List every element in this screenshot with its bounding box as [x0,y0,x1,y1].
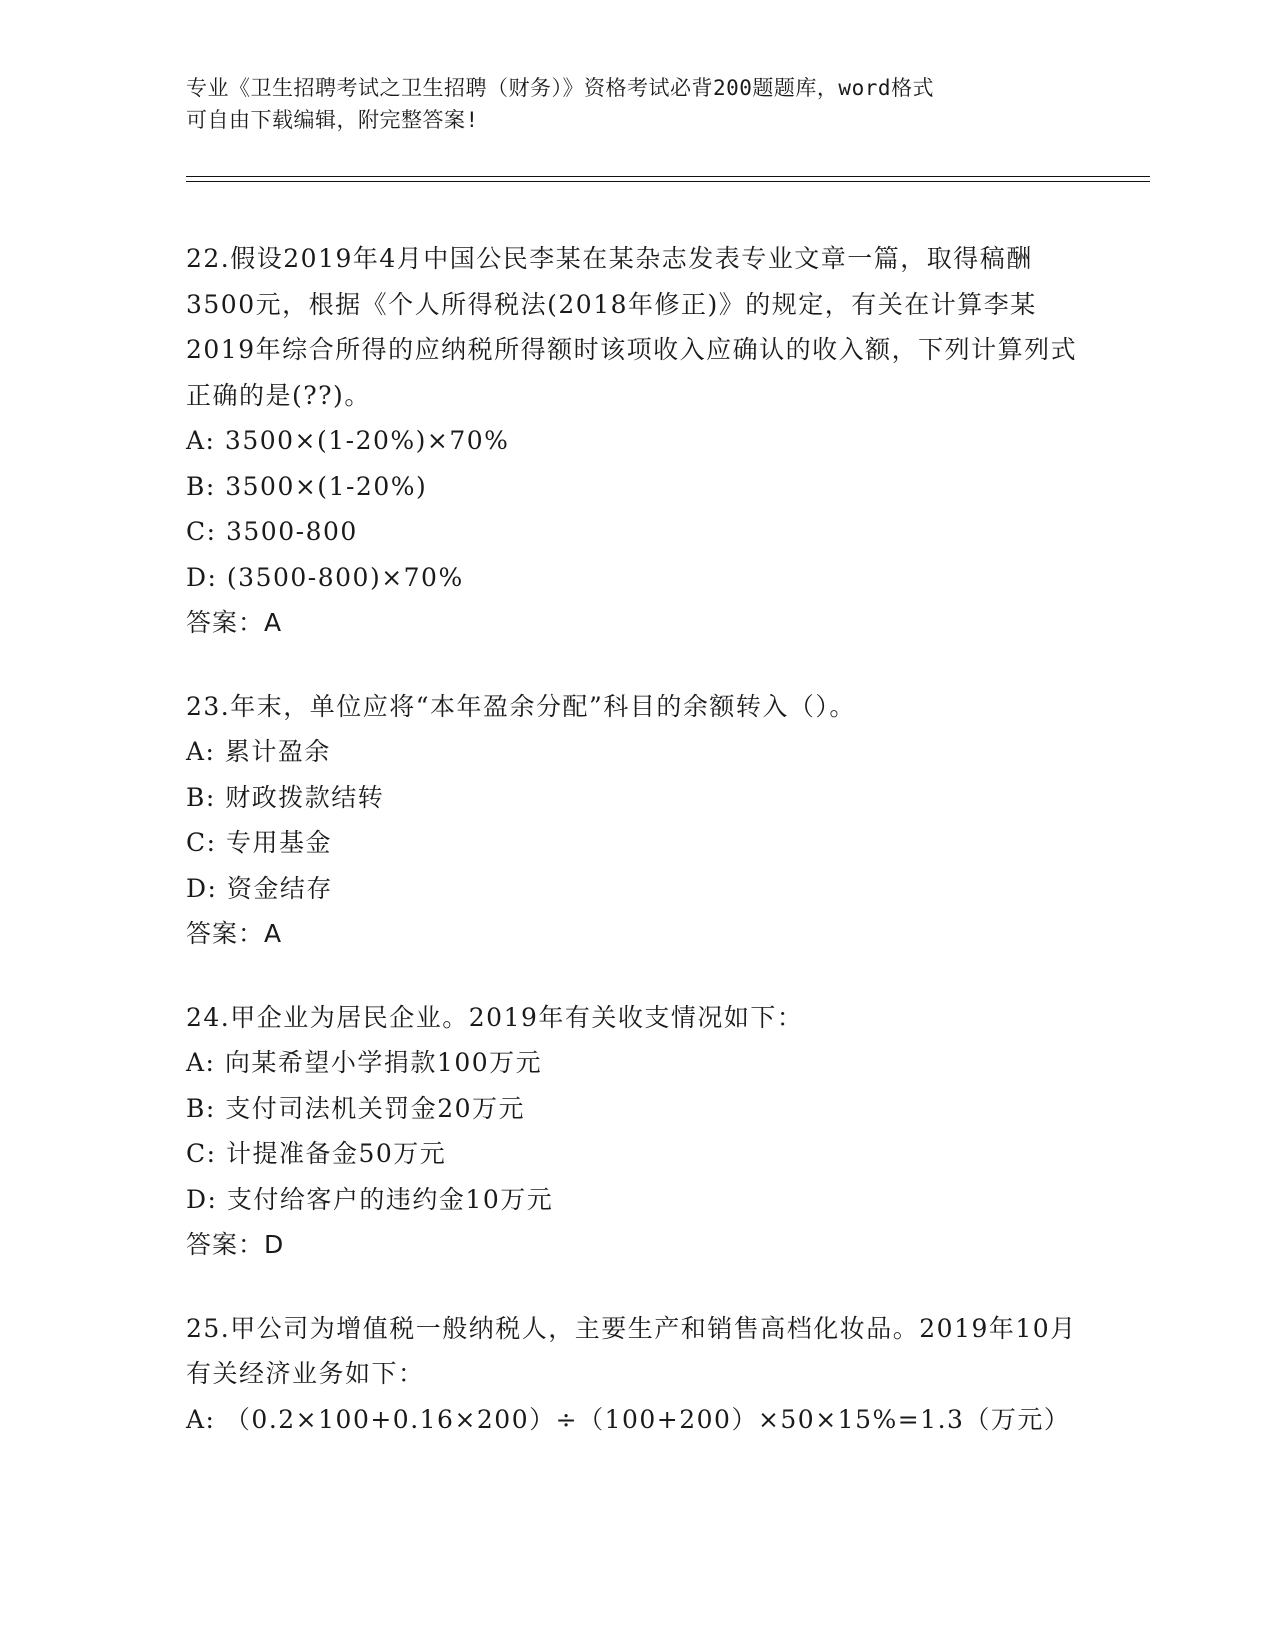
option-d: D: (3500-800)×70% [186,562,464,592]
option-c: C: 专用基金 [186,828,332,857]
option-b: B: 支付司法机关罚金20万元 [186,1093,526,1123]
document-header [186,72,1086,136]
option-c: C: 计提准备金50万元 [186,1139,447,1168]
option-d: D: 资金结存 [186,873,333,903]
answer-line: 答案：D [186,1230,285,1259]
header-divider-bottom [186,181,1150,182]
option-a: A: 向某希望小学捐款100万元 [186,1048,543,1077]
question-22 [186,236,1086,646]
header-title-line-1: 专业《卫生招聘考试之卫生招聘（财务）》资格考试必背200题题库，word格式 [186,76,934,100]
question-stem: 24.甲企业为居民企业。2019年有关收支情况如下： [186,1002,804,1032]
question-25 [186,1306,1086,1443]
option-d: D: 支付给客户的违约金10万元 [186,1184,554,1214]
option-b: B: 3500×(1-20%) [186,471,428,501]
question-stem: 22.假设2019年4月中国公民李某在某杂志发表专业文章一篇，取得稿酬3500元，根据《个人所得税法(2018年修正)》的规定，有关在计算李某2019年综合所得的应纳税所得额时该项收入应确认的收入额，下列计算列式正确的是(??)。 [186,244,1078,410]
option-a: A: （0.2×100+0.16×200）÷（100+200）×50×15%=1.3（万元） [186,1404,1071,1434]
question-stem: 25.甲公司为增值税一般纳税人，主要生产和销售高档化妆品。2019年10月有关经济业务如下： [186,1313,1077,1388]
question-23 [186,684,1086,957]
header-divider-top [186,176,1150,177]
question-24 [186,995,1086,1268]
option-a: A: 3500×(1-20%)×70% [186,426,510,455]
option-b: B: 财政拨款结转 [186,782,385,812]
answer-line: 答案：A [186,919,283,948]
header-title-line-2: 可自由下载编辑，附完整答案! [186,108,479,132]
question-stem: 23.年末，单位应将“本年盈余分配”科目的余额转入（）。 [186,691,856,721]
answer-line: 答案：A [186,608,283,637]
question-list [186,236,1086,1480]
option-a: A: 累计盈余 [186,737,331,766]
option-c: C: 3500-800 [186,517,358,546]
